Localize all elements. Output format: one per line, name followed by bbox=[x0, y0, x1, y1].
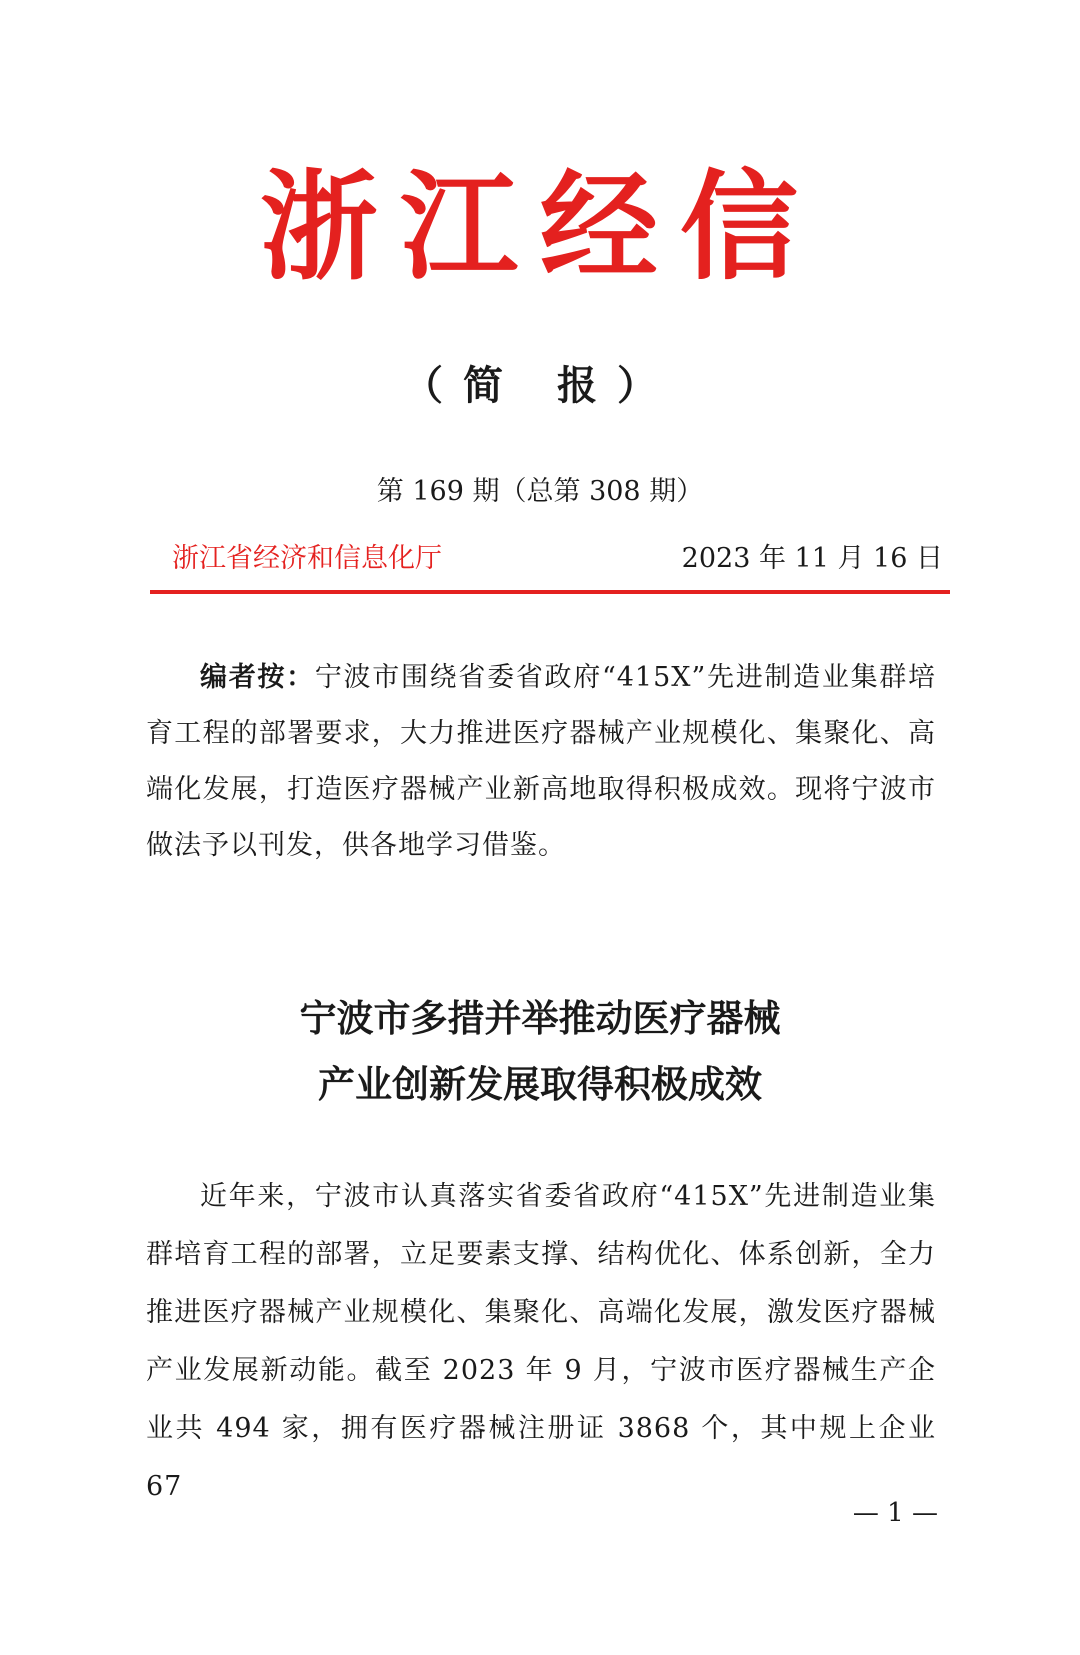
masthead-title: 浙江经信 bbox=[259, 157, 820, 296]
red-divider bbox=[150, 590, 950, 594]
article-title-line-1: 宁波市多措并举推动医疗器械 bbox=[299, 996, 781, 1040]
article-title bbox=[0, 985, 1080, 1117]
editor-note-label: 编者按： bbox=[200, 662, 315, 693]
article-paragraph: 近年来，宁波市认真落实省委省政府“415X”先进制造业集群培育工程的部署，立足要素支撑、结构优化、体系创新，全力推进医疗器械产业规模化、集聚化、高端化发展，激发医疗器械产业发展新动能。截至 2023 年 9 月，宁波市医疗器械生产企业共 494 家，拥有医疗器械注册证 3868 个，其中规上企业 67 bbox=[146, 1181, 936, 1502]
page-number: — 1 — bbox=[852, 1498, 938, 1528]
bulletin-subtitle: （简 报） bbox=[403, 362, 677, 409]
issuing-department: 浙江省经济和信息化厅 bbox=[172, 543, 442, 574]
editor-note-text: 宁波市围绕省委省政府“415X”先进制造业集群培育工程的部署要求，大力推进医疗器械产业规模化、集聚化、高端化发展，打造医疗器械产业新高地取得积极成效。现将宁波市做法予以刊发，供各地学习借鉴。 bbox=[146, 662, 936, 861]
issue-date: 2023 年 11 月 16 日 bbox=[681, 543, 943, 574]
issue-number: 第 169 期（总第 308 期） bbox=[376, 476, 704, 507]
editor-note bbox=[146, 650, 936, 874]
article-title-line-2: 产业创新发展取得积极成效 bbox=[318, 1062, 762, 1106]
